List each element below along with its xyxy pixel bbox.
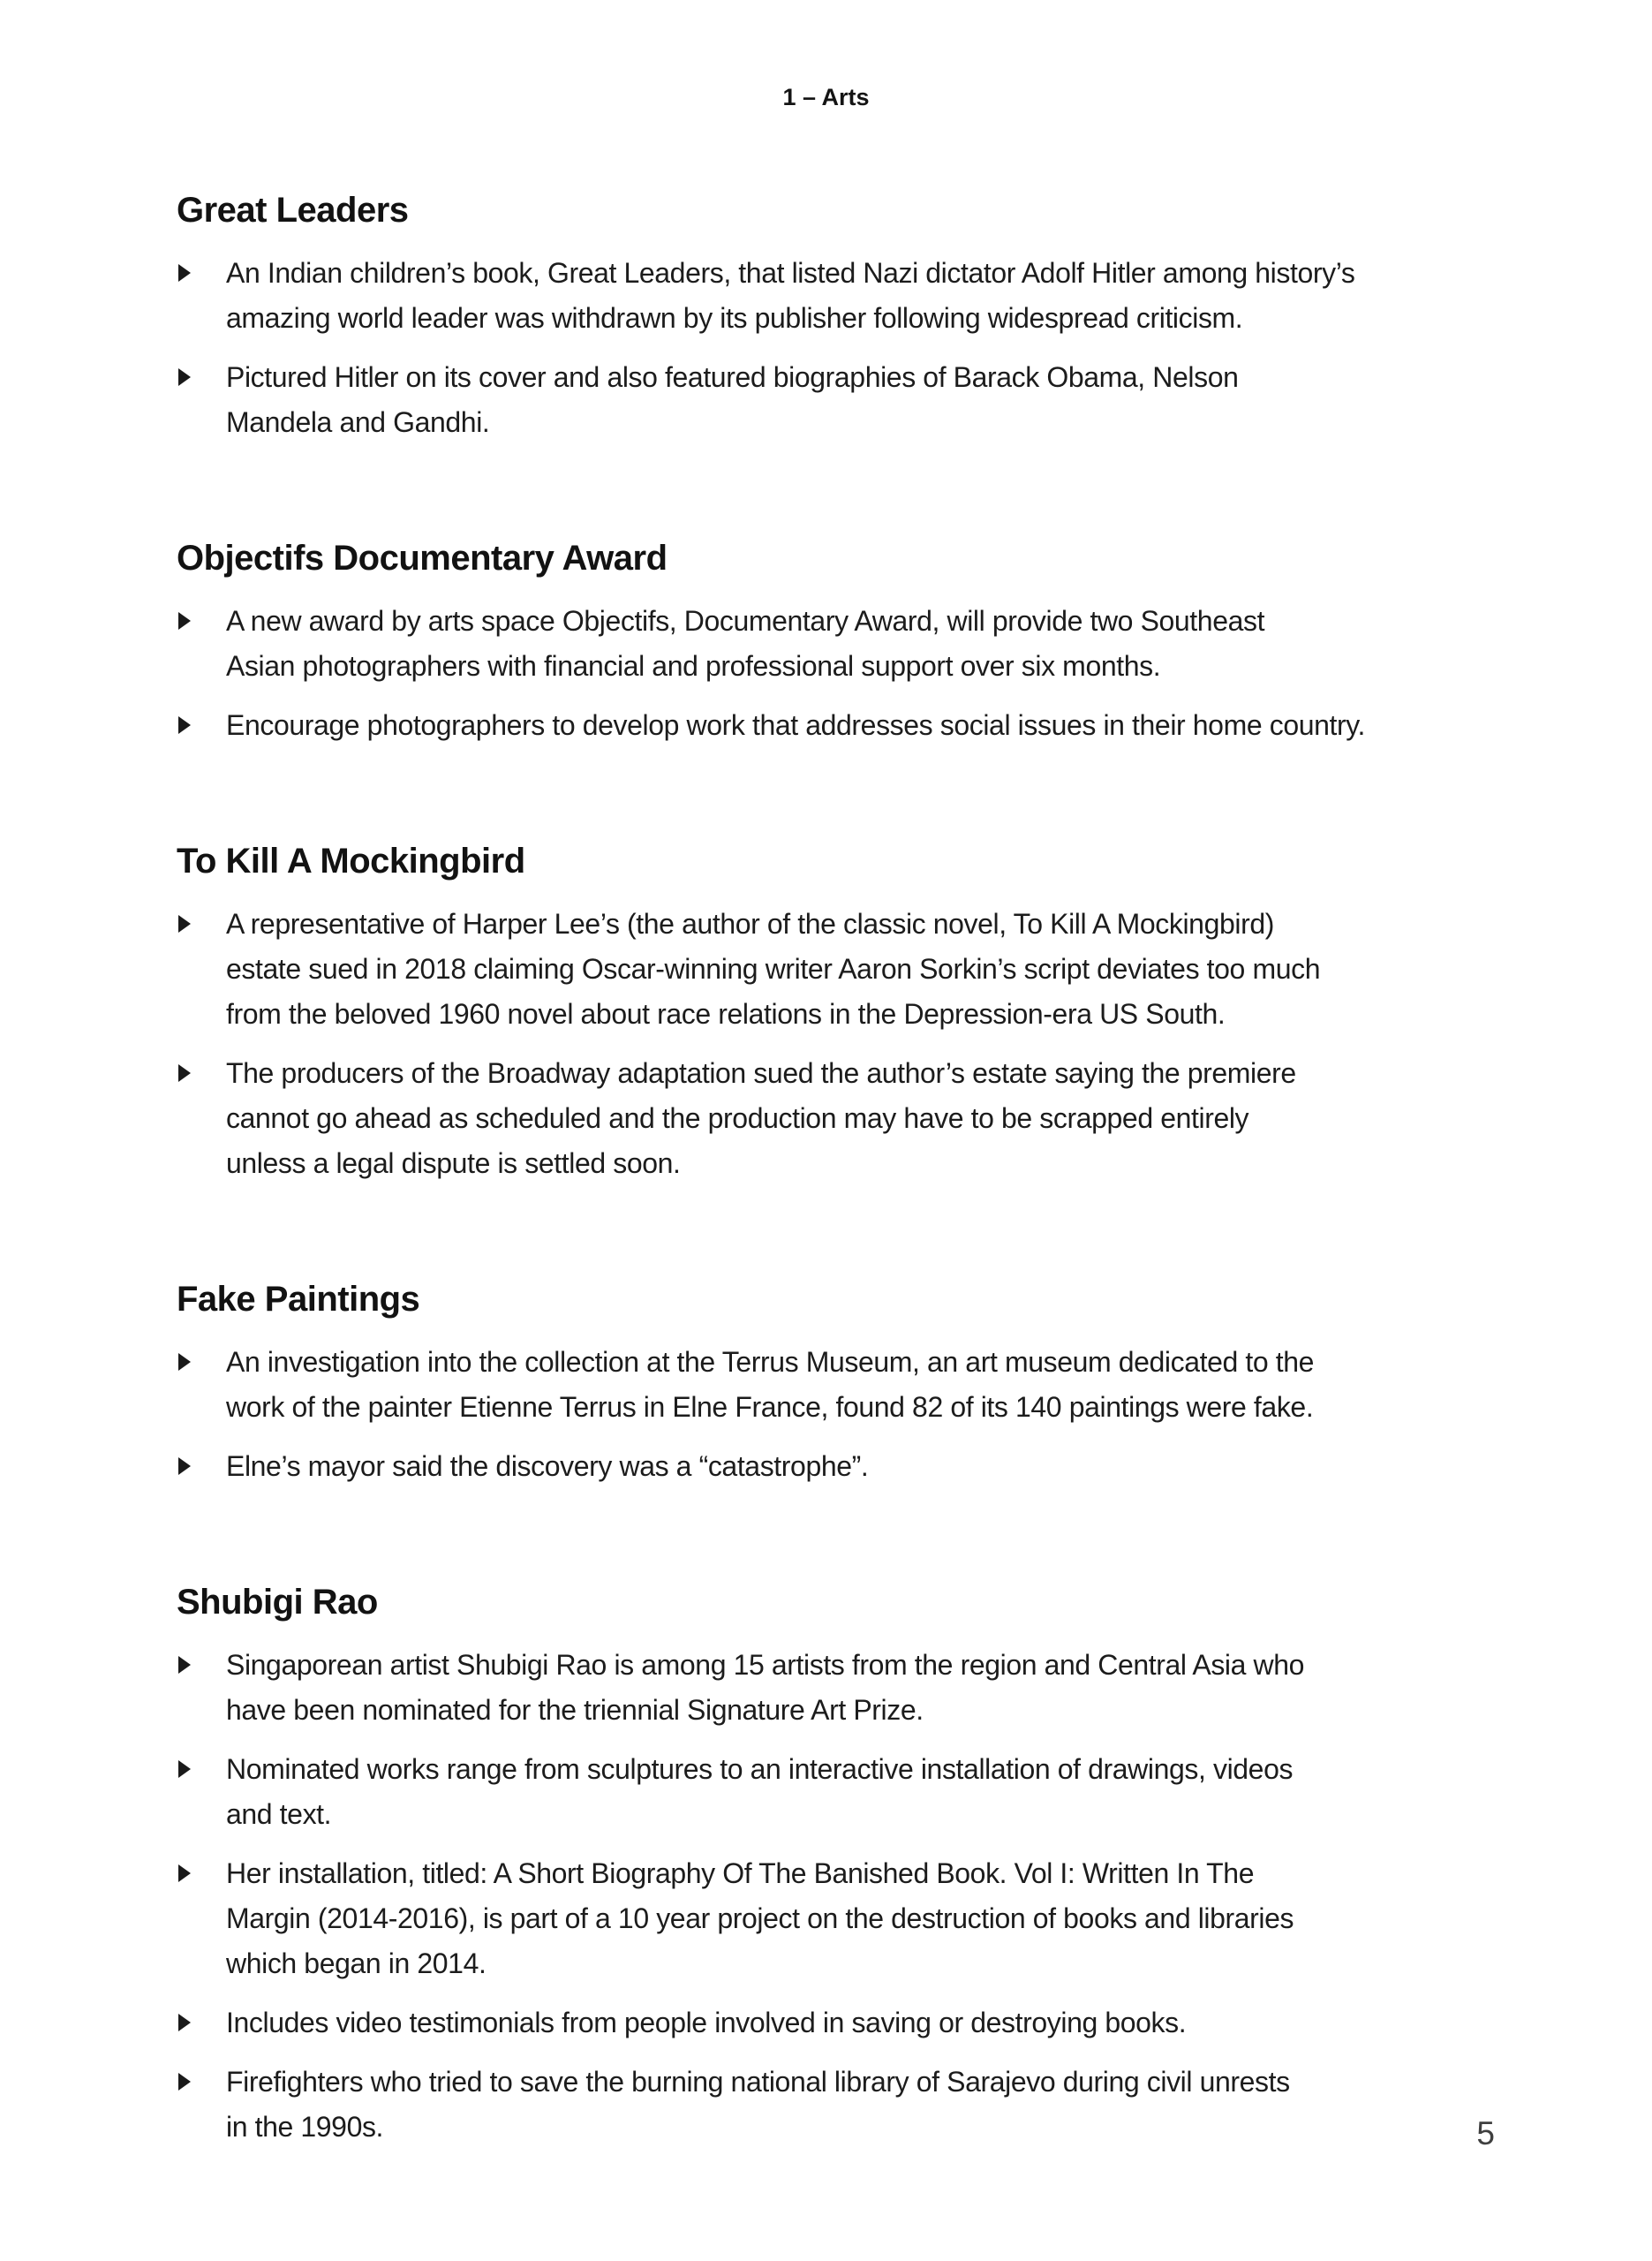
bullet-item [177,599,1502,689]
text-line: An investigation into the collection at the Terrus Museum, an art museum dedicated to the [226,1346,1315,1378]
bullet-text [226,1340,1502,1430]
bullet-item [177,1851,1502,1986]
topic-section [177,1581,1502,2150]
bullet-list [177,902,1502,1186]
text-line: work of the painter Etienne Terrus in Elne France, found 82 of its 140 paintings were fake. [226,1391,1314,1423]
bullet-text [226,2000,1502,2045]
page-header-title: 1 – Arts [782,84,870,110]
bullet-item [177,251,1502,341]
bullet-triangle-icon [178,2073,191,2091]
bullet-text [226,355,1502,445]
bullet-list [177,251,1502,445]
bullet-triangle-icon [178,1656,191,1674]
bullet-triangle-icon [178,1457,191,1475]
bullet-list [177,1340,1502,1489]
bullet-text [226,1444,1502,1489]
page-number: 5 [1476,2115,1495,2151]
section-heading: Shubigi Rao [177,1583,378,1622]
text-line: Mandela and Gandhi. [226,406,490,438]
bullet-triangle-icon [178,1353,191,1371]
bullet-triangle-icon [178,1064,191,1082]
text-line: Pictured Hitler on its cover and also featured biographies of Barack Obama, Nelson [226,361,1239,393]
text-line: Encourage photographers to develop work that addresses social issues in their home country. [226,709,1365,741]
section-heading: Great Leaders [177,191,409,230]
text-line: from the beloved 1960 novel about race relations in the Depression-era US South. [226,998,1226,1030]
bullet-text [226,2060,1502,2150]
bullet-text [226,1747,1502,1837]
text-line: estate sued in 2018 claiming Oscar-winning writer Aaron Sorkin’s script deviates too much [226,953,1321,985]
topic-section [177,840,1502,1186]
text-line: An Indian children’s book, Great Leaders, that listed Nazi dictator Adolf Hitler among history’s [226,257,1355,289]
text-line: Includes video testimonials from people involved in saving or destroying books. [226,2007,1187,2038]
topic-section [177,189,1502,445]
bullet-list [177,599,1502,748]
page-header [0,0,1652,111]
section-heading: Objectifs Documentary Award [177,539,668,578]
text-line: Margin (2014-2016), is part of a 10 year project on the destruction of books and libraries [226,1902,1294,1934]
bullet-triangle-icon [178,264,191,282]
bullet-triangle-icon [178,716,191,734]
bullet-text [226,599,1502,689]
bullet-item [177,1444,1502,1489]
bullet-item [177,1747,1502,1837]
bullet-text [226,1643,1502,1733]
topic-section [177,537,1502,748]
bullet-triangle-icon [178,1864,191,1882]
bullet-item [177,355,1502,445]
document-body [0,189,1652,2150]
bullet-triangle-icon [178,2014,191,2031]
text-line: A representative of Harper Lee’s (the author of the classic novel, To Kill A Mockingbird) [226,908,1274,940]
bullet-item [177,1643,1502,1733]
text-line: Asian photographers with financial and professional support over six months. [226,650,1161,682]
topic-section [177,1278,1502,1489]
text-line: Nominated works range from sculptures to an interactive installation of drawings, videos [226,1753,1294,1785]
bullet-text [226,1851,1502,1986]
text-line: Firefighters who tried to save the burning national library of Sarajevo during civil unrests [226,2066,1290,2098]
text-line: have been nominated for the triennial Signature Art Prize. [226,1694,924,1726]
text-line: A new award by arts space Objectifs, Documentary Award, will provide two Southeast [226,605,1265,637]
bullet-text [226,703,1502,748]
bullet-item [177,703,1502,748]
bullet-text [226,902,1502,1037]
bullet-text [226,251,1502,341]
text-line: cannot go ahead as scheduled and the production may have to be scrapped entirely [226,1102,1249,1134]
bullet-item [177,2000,1502,2045]
bullet-item [177,2060,1502,2150]
text-line: and text. [226,1798,332,1830]
text-line: The producers of the Broadway adaptation sued the author’s estate saying the premiere [226,1057,1296,1089]
text-line: which began in 2014. [226,1947,487,1979]
bullet-item [177,902,1502,1037]
bullet-text [226,1051,1502,1186]
text-line: in the 1990s. [226,2111,384,2143]
section-heading: To Kill A Mockingbird [177,842,525,881]
section-heading: Fake Paintings [177,1280,420,1319]
text-line: Her installation, titled: A Short Biography Of The Banished Book. Vol I: Written In The [226,1857,1255,1889]
bullet-list [177,1643,1502,2150]
text-line: amazing world leader was withdrawn by its publisher following widespread criticism. [226,302,1243,334]
bullet-triangle-icon [178,368,191,386]
text-line: Elne’s mayor said the discovery was a “catastrophe”. [226,1450,869,1482]
bullet-triangle-icon [178,1760,191,1778]
bullet-item [177,1051,1502,1186]
text-line: unless a legal dispute is settled soon. [226,1147,681,1179]
bullet-item [177,1340,1502,1430]
text-line: Singaporean artist Shubigi Rao is among 15 artists from the region and Central Asia who [226,1649,1305,1681]
bullet-triangle-icon [178,612,191,630]
bullet-triangle-icon [178,915,191,933]
